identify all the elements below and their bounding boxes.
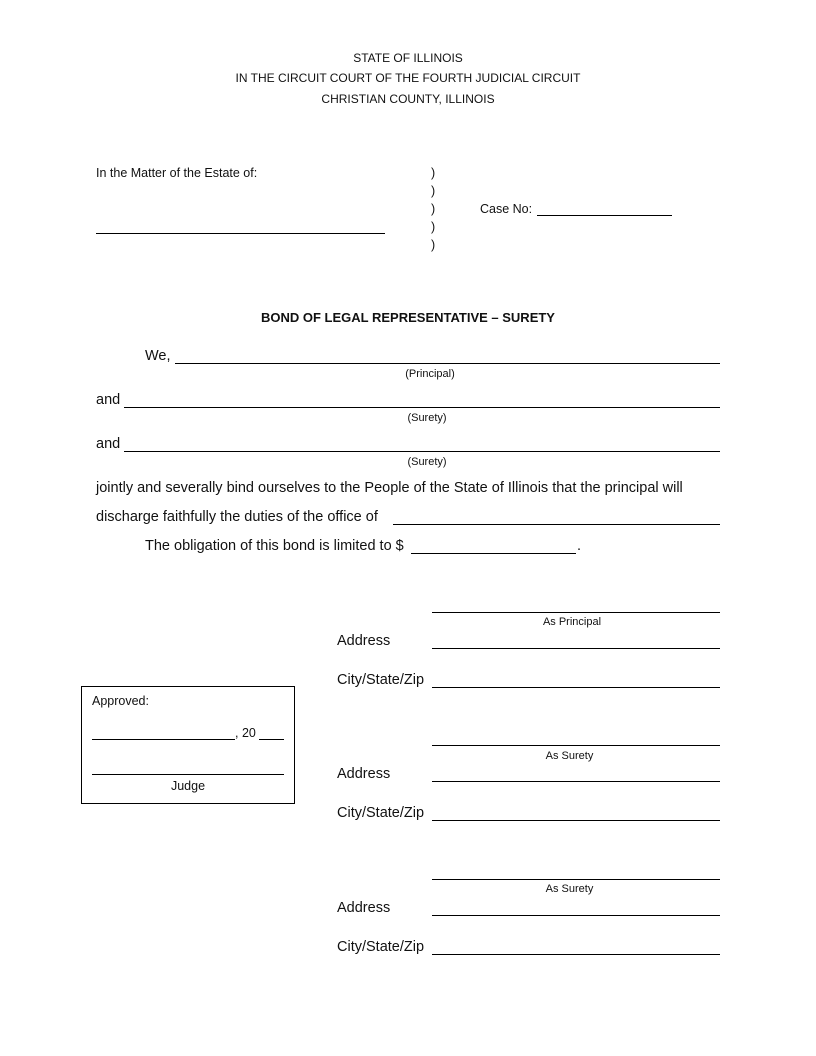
principal-name-line[interactable] <box>175 363 720 364</box>
bond-text-line2: discharge faithfully the duties of the office of <box>96 509 378 525</box>
address-label: Address <box>337 766 391 782</box>
approval-year-line[interactable] <box>259 739 284 740</box>
caption-paren: ) <box>431 220 436 234</box>
address-label: Address <box>337 633 391 649</box>
and-label: and <box>96 392 121 408</box>
surety-2-address-line[interactable] <box>432 915 720 916</box>
bond-amount-field[interactable] <box>411 553 576 554</box>
approval-box <box>81 686 295 804</box>
surety-1-address-line[interactable] <box>432 781 720 782</box>
signature-role: As Principal <box>542 616 602 628</box>
surety-2-city-line[interactable] <box>432 954 720 955</box>
estate-name-line[interactable] <box>96 233 385 234</box>
case-no-field[interactable] <box>537 215 672 216</box>
caption-paren: ) <box>431 166 436 180</box>
we-label: We, <box>145 348 171 364</box>
court-circuit: IN THE CIRCUIT COURT OF THE FOURTH JUDICIAL CIRCUIT <box>235 71 581 85</box>
surety-caption: (Surety) <box>407 456 447 468</box>
principal-address-line[interactable] <box>432 648 720 649</box>
city-state-zip-label: City/State/Zip <box>337 805 425 821</box>
address-label: Address <box>337 900 391 916</box>
approval-year-prefix: , 20 <box>235 726 256 740</box>
bond-text-line1: jointly and severally bind ourselves to the People of the State of Illinois that the principal will <box>96 480 683 496</box>
judge-label: Judge <box>170 779 206 793</box>
surety-caption: (Surety) <box>407 412 447 424</box>
approval-date-line[interactable] <box>92 739 235 740</box>
caption-paren: ) <box>431 238 436 252</box>
surety-2-signature-line[interactable] <box>432 879 720 880</box>
surety-2-name-line[interactable] <box>124 451 720 452</box>
estate-label: In the Matter of the Estate of: <box>96 166 258 180</box>
surety-1-city-line[interactable] <box>432 820 720 821</box>
signature-role: As Surety <box>545 883 594 895</box>
principal-city-line[interactable] <box>432 687 720 688</box>
judge-signature-line[interactable] <box>92 774 284 775</box>
principal-caption: (Principal) <box>405 368 455 380</box>
surety-1-name-line[interactable] <box>124 407 720 408</box>
bond-limit-period: . <box>577 538 582 554</box>
city-state-zip-label: City/State/Zip <box>337 672 425 688</box>
principal-signature-line[interactable] <box>432 612 720 613</box>
bond-limit-text: The obligation of this bond is limited to $ <box>145 538 404 554</box>
signature-role: As Surety <box>545 750 594 762</box>
court-county: CHRISTIAN COUNTY, ILLINOIS <box>321 92 495 106</box>
court-state: STATE OF ILLINOIS <box>353 51 463 65</box>
city-state-zip-label: City/State/Zip <box>337 939 425 955</box>
caption-paren: ) <box>431 184 436 198</box>
caption-paren: ) <box>431 202 436 216</box>
surety-1-signature-line[interactable] <box>432 745 720 746</box>
case-no-label: Case No: <box>480 202 533 216</box>
approved-label: Approved: <box>92 694 149 708</box>
document-title: BOND OF LEGAL REPRESENTATIVE – SURETY <box>261 310 555 325</box>
office-field[interactable] <box>393 524 720 525</box>
and-label: and <box>96 436 121 452</box>
